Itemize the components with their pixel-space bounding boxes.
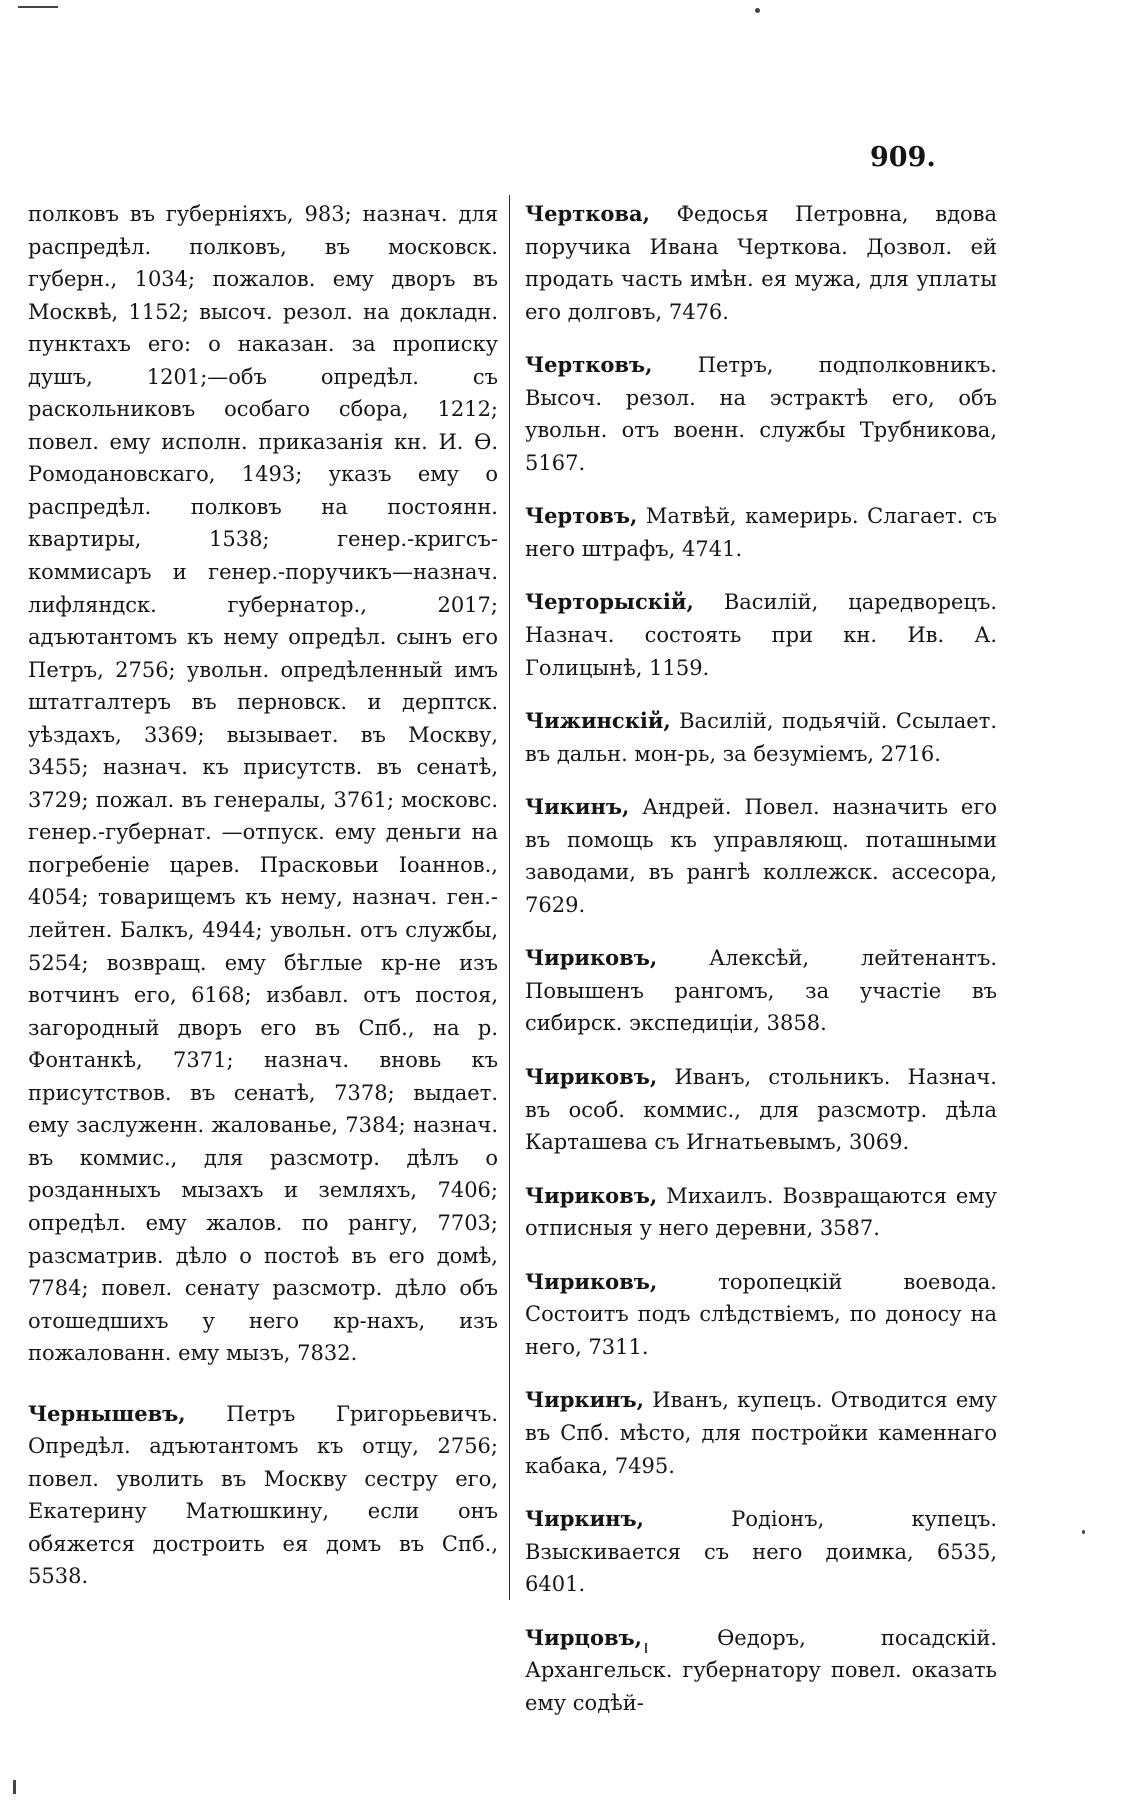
- scan-speck: [645, 1643, 647, 1653]
- index-entry: [525, 1503, 997, 1601]
- entry-name: Чижинскій,: [525, 708, 671, 734]
- index-entry: [525, 586, 997, 684]
- index-entry: [525, 1384, 997, 1482]
- index-entry: [525, 1622, 997, 1720]
- entry-text: Василій, подьячій. Ссылает. въ дальн. мон-рь, за безуміемъ, 2716.: [525, 709, 997, 766]
- left-column: [28, 198, 498, 1618]
- entry-text: Михаилъ. Возвращаются ему отписныя у него деревни, 3587.: [525, 1183, 997, 1241]
- index-entry: [525, 349, 997, 479]
- entry-text: Петръ Григорьевичъ. Опредѣл. адъютантомъ къ отцу, 2756; повел. уволить въ Москву сестру его, Екатерину Матюшкину, если онъ обяжется достроить ея домъ въ Спб., 5538.: [28, 1401, 498, 1589]
- right-column: [525, 198, 997, 1715]
- entry-text: Матвѣй, камерирь. Слагает. съ него штрафъ, 4741.: [525, 504, 997, 561]
- entry-name: Чириковъ,: [525, 1268, 658, 1294]
- column-rule: [509, 195, 510, 1600]
- index-entry: [525, 791, 997, 921]
- index-entry: [525, 500, 997, 565]
- index-entry: [525, 1061, 997, 1159]
- entry-name: Чикинъ,: [525, 794, 630, 820]
- entry-text: Алексѣй, лейтенантъ. Повышенъ рангомъ, за участіе въ сибирск. экспедиціи, 3858.: [525, 946, 997, 1036]
- entry-text: Федосья Петровна, вдова поручика Ивана Черткова. Дозвол. ей продать часть имѣн. ея мужа, для уплаты его долговъ, 7476.: [525, 202, 997, 324]
- scan-speck: [1082, 1530, 1085, 1534]
- entry-text: Родіонъ, купецъ. Взыскивается съ него доимка, 6535, 6401.: [525, 1507, 997, 1597]
- index-entry: [525, 942, 997, 1040]
- scan-speck: [13, 1780, 16, 1794]
- entry-name: Черторыскій,: [525, 589, 694, 615]
- entry-name: Чертовъ,: [525, 503, 638, 529]
- entry-text: Василій, царедворецъ. Назнач. состоять при кн. Ив. А. Голицынѣ, 1159.: [525, 590, 997, 680]
- entry-text: Ѳедоръ, посадскій. Архангельск. губернатору повел. оказать ему содѣй-: [525, 1625, 997, 1715]
- scan-speck: [755, 8, 760, 13]
- entry-name: Чернышевъ,: [28, 1400, 186, 1426]
- entry-name: Чиркинъ,: [525, 1506, 644, 1532]
- entry-text: Иванъ, стольникъ. Назнач. въ особ. коммис., для разсмотр. дѣла Карташева съ Игнатьевымъ, 3069.: [525, 1065, 997, 1155]
- entry-name: Черткова,: [525, 201, 650, 226]
- index-entry: [525, 705, 997, 770]
- entry-name: Чириковъ,: [525, 945, 658, 971]
- index-entry: [28, 1398, 498, 1593]
- entry-name: Чириковъ,: [525, 1064, 658, 1090]
- index-entry: [525, 1266, 997, 1364]
- entry-text: торопецкій воевода. Состоитъ подъ слѣдствіемъ, по доносу на него, 7311.: [525, 1269, 997, 1359]
- scan-speck: [18, 6, 58, 8]
- entry-name: Чертковъ,: [525, 352, 653, 378]
- entry-text: Иванъ, купецъ. Отводится ему въ Спб. мѣсто, для постройки каменнаго кабака, 7495.: [525, 1388, 997, 1478]
- entry-name: Чирцовъ,: [525, 1624, 642, 1650]
- entry-text: Петръ, подполковникъ. Высоч. резол. на эстрактѣ его, объ увольн. отъ военн. службы Трубникова, 5167.: [525, 353, 997, 475]
- entry-text: Андрей. Повел. назначить его въ помощь къ управляющ. поташными заводами, въ рангѣ коллежск. ассесора, 7629.: [525, 795, 997, 917]
- entry-name: Чириковъ,: [525, 1182, 658, 1208]
- entry-name: Чиркинъ,: [525, 1387, 644, 1413]
- page-number: 909.: [870, 142, 936, 173]
- continued-entry: полковъ въ губерніяхъ, 983; назнач. для распредѣл. полковъ, въ московск. губерн., 1034; пожалов. ему дворъ въ Москвѣ, 1152; высоч. резол. на докладн. пунктахъ его: о наказан. за прописку душъ, 1201;—объ опредѣл. съ раскольниковъ особаго сбора, 1212; повел. ему исполн. приказанія кн. И. Ѳ. Ромодановскаго, 1493; указъ ему о распредѣл. полковъ на постоянн. квартиры, 1538; генер.-кригсъ-коммисаръ и генер.-поручикъ—назнач. лифляндск. губернатор., 2017; адъютантомъ къ нему опредѣл. сынъ его Петръ, 2756; увольн. опредѣленный имъ штатгалтеръ въ перновск. и дерптск. уѣздахъ, 3369; вызывает. въ Москву, 3455; назнач. къ присутств. въ сенатѣ, 3729; пожал. въ генералы, 3761; московс. генер.-губернат. —отпуск. ему деньги на погребеніе царев. Прасковьи Іоаннов., 4054; товарищемъ къ нему, назнач. ген.-лейтен. Балкъ, 4944; увольн. отъ службы, 5254; возвращ. ему бѣглые кр-не изъ вотчинъ его, 6168; избавл. отъ постоя, загородный дворъ его въ Спб., на р. Фонтанкѣ, 7371; назнач. вновь къ присутствов. въ сенатѣ, 7378; выдает. ему заслуженн. жалованье, 7384; назнач. въ коммис., для разсмотр. дѣлъ о розданныхъ мызахъ и земляхъ, 7406; опредѣл. ему жалов. по рангу, 7703; разсматрив. дѣло о постоѣ въ его домѣ, 7784; повел. сенату разсмотр. дѣло объ отошедшихъ у него кр-нахъ, изъ пожалованн. ему мызъ, 7832.: [28, 202, 498, 1366]
- index-entry: [525, 1180, 997, 1245]
- index-entry: [525, 198, 997, 328]
